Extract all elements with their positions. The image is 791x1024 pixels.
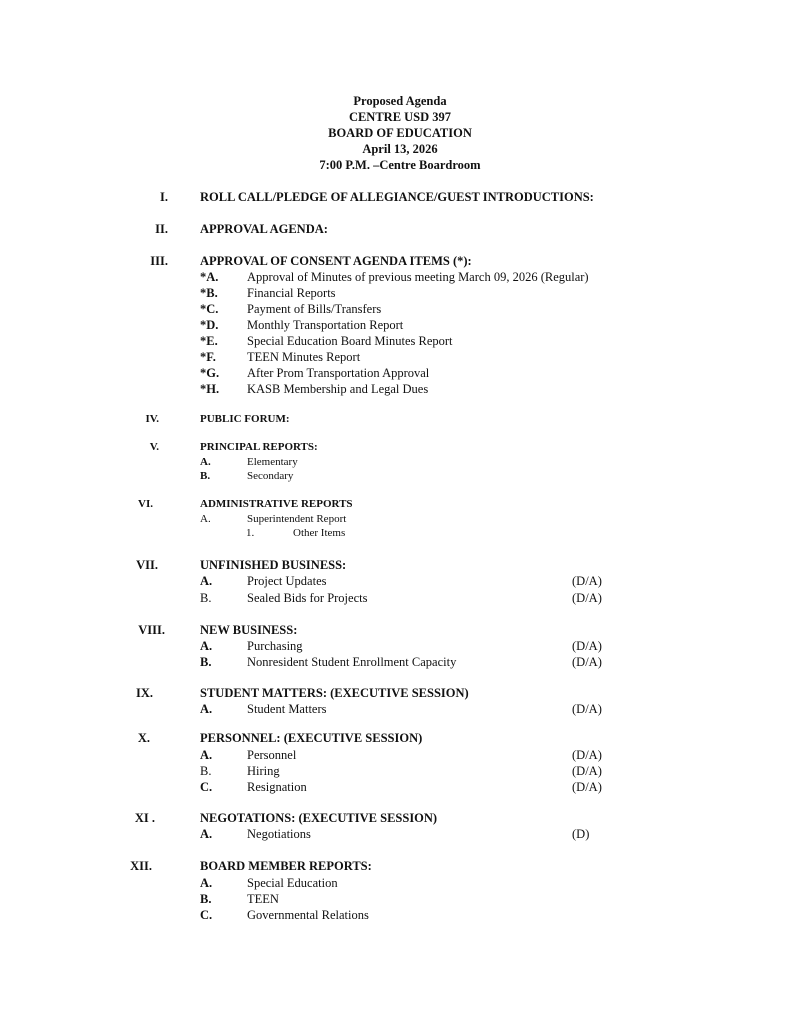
- section-title: STUDENT MATTERS: (EXECUTIVE SESSION): [200, 686, 469, 700]
- item-text: Elementary: [247, 456, 298, 468]
- section-number: II.: [155, 222, 168, 236]
- item-action: (D/A): [572, 764, 602, 778]
- item-letter: *G.: [200, 366, 220, 380]
- item-text: Project Updates: [247, 574, 327, 588]
- item-letter: A.: [200, 456, 211, 468]
- item-letter: *C.: [200, 302, 219, 316]
- section-number: XI .: [134, 811, 155, 825]
- item-text: Purchasing: [247, 639, 303, 653]
- section-number: V.: [149, 441, 159, 453]
- item-action: (D/A): [572, 574, 602, 588]
- section-number: VIII.: [138, 623, 165, 637]
- item-letter: A.: [200, 748, 213, 762]
- item-letter: B.: [200, 764, 212, 778]
- subitem-text: Other Items: [293, 527, 346, 539]
- item-text: Sealed Bids for Projects: [247, 591, 368, 605]
- section-title: UNFINISHED BUSINESS:: [200, 558, 347, 572]
- item-text: Nonresident Student Enrollment Capacity: [247, 655, 457, 669]
- section-title: ADMINISTRATIVE REPORTS: [200, 498, 353, 510]
- item-text: Resignation: [247, 780, 307, 794]
- item-text: Secondary: [247, 470, 294, 482]
- section-number: IX.: [135, 686, 153, 700]
- item-letter: A.: [200, 513, 211, 525]
- item-letter: B.: [200, 655, 212, 669]
- section-title: BOARD MEMBER REPORTS:: [200, 859, 372, 873]
- item-action: (D/A): [572, 748, 602, 762]
- item-letter: *H.: [200, 382, 220, 396]
- header-time-location: 7:00 P.M. –Centre Boardroom: [319, 158, 481, 172]
- item-letter: A.: [200, 702, 213, 716]
- item-text: KASB Membership and Legal Dues: [247, 382, 429, 396]
- item-text: Monthly Transportation Report: [247, 318, 404, 332]
- header-board: BOARD OF EDUCATION: [328, 126, 472, 140]
- item-letter: A.: [200, 639, 213, 653]
- section-title: ROLL CALL/PLEDGE OF ALLEGIANCE/GUEST INTRODUCTIONS:: [200, 190, 594, 204]
- section-number: III.: [150, 254, 168, 268]
- item-text: Special Education Board Minutes Report: [247, 334, 453, 348]
- item-text: Financial Reports: [247, 286, 336, 300]
- item-text: TEEN Minutes Report: [247, 350, 361, 364]
- item-letter: B.: [200, 470, 211, 482]
- section-title: PUBLIC FORUM:: [200, 413, 290, 425]
- sub-list-item: [246, 527, 346, 539]
- item-action: (D/A): [572, 639, 602, 653]
- section-number: VI.: [138, 498, 153, 510]
- item-letter: C.: [200, 780, 213, 794]
- item-letter: *E.: [200, 334, 218, 348]
- item-action: (D): [572, 827, 590, 841]
- item-text: Hiring: [247, 764, 280, 778]
- item-text: Superintendent Report: [247, 513, 347, 525]
- item-text: Governmental Relations: [247, 908, 369, 922]
- item-text: Payment of Bills/Transfers: [247, 302, 382, 316]
- section-number: VII.: [136, 558, 158, 572]
- item-text: Negotiations: [247, 827, 311, 841]
- section-title: PERSONNEL: (EXECUTIVE SESSION): [200, 731, 423, 745]
- item-text: After Prom Transportation Approval: [247, 366, 430, 380]
- item-letter: *F.: [200, 350, 216, 364]
- item-letter: C.: [200, 908, 213, 922]
- agenda-header: [0, 93, 791, 173]
- item-letter: A.: [200, 574, 213, 588]
- item-action: (D/A): [572, 655, 602, 669]
- item-text: TEEN: [247, 892, 279, 906]
- section-number: XII.: [130, 859, 152, 873]
- item-text: Approval of Minutes of previous meeting March 09, 2026 (Regular): [247, 270, 589, 284]
- item-text: Personnel: [247, 748, 297, 762]
- header-district: CENTRE USD 397: [348, 110, 452, 124]
- subitem-number: 1.: [246, 527, 255, 539]
- section-title: PRINCIPAL REPORTS:: [200, 441, 318, 453]
- section-title: NEGOTATIONS: (EXECUTIVE SESSION): [200, 811, 438, 825]
- item-action: (D/A): [572, 702, 602, 716]
- item-letter: *D.: [200, 318, 219, 332]
- item-letter: B.: [200, 591, 212, 605]
- section-title: APPROVAL AGENDA:: [200, 222, 328, 236]
- item-action: (D/A): [572, 591, 602, 605]
- item-text: Student Matters: [247, 702, 327, 716]
- section-number: IV.: [145, 413, 159, 425]
- section-number: X.: [137, 731, 150, 745]
- item-letter: *A.: [200, 270, 219, 284]
- section-title: APPROVAL OF CONSENT AGENDA ITEMS (*):: [200, 254, 472, 268]
- item-action: (D/A): [572, 780, 602, 794]
- item-letter: A.: [200, 876, 213, 890]
- item-text: Special Education: [247, 876, 338, 890]
- item-letter: *B.: [200, 286, 218, 300]
- section-title: NEW BUSINESS:: [200, 623, 298, 637]
- header-title: Proposed Agenda: [353, 94, 447, 108]
- header-date: April 13, 2026: [362, 142, 438, 156]
- item-letter: B.: [200, 892, 212, 906]
- item-letter: A.: [200, 827, 213, 841]
- section-number: I.: [160, 190, 168, 204]
